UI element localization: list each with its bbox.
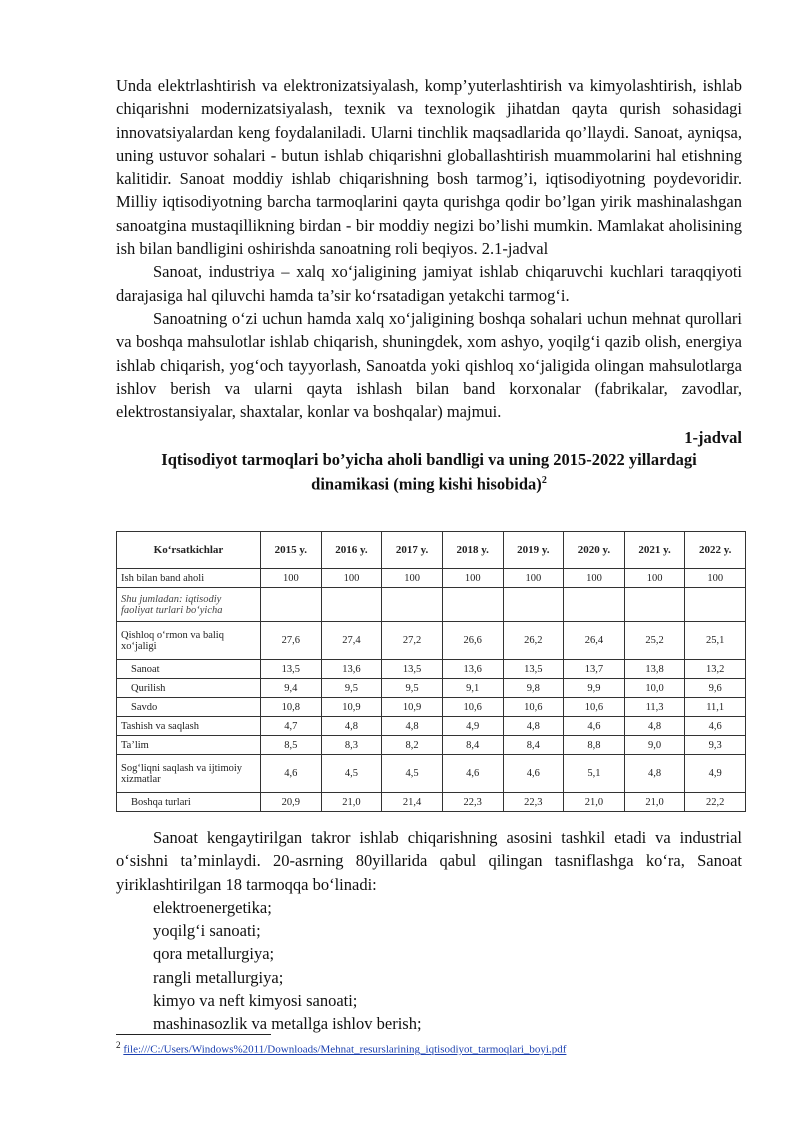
table-row [117, 755, 746, 793]
list-item: rangli metallurgiya; [153, 967, 284, 987]
cell-value [564, 588, 625, 622]
table-number: 1-jadval [684, 428, 742, 448]
cell-value: 20,9 [261, 793, 322, 812]
cell-value: 9,4 [261, 679, 322, 698]
cell-value: 21,0 [624, 793, 685, 812]
cell-value: 27,2 [382, 622, 443, 660]
cell-value: 25,1 [685, 622, 746, 660]
cell-value: 13,7 [564, 660, 625, 679]
header-2018: 2018 y. [442, 532, 503, 569]
table-row [117, 793, 746, 812]
cell-value: 10,6 [503, 698, 564, 717]
header-indicators: Ko‘rsatkichlar [117, 532, 261, 569]
header-2022: 2022 y. [685, 532, 746, 569]
cell-value: 22,3 [442, 793, 503, 812]
cell-value: 9,9 [564, 679, 625, 698]
cell-value: 22,2 [685, 793, 746, 812]
table-row [117, 736, 746, 755]
cell-value: 100 [624, 569, 685, 588]
cell-value: 11,1 [685, 698, 746, 717]
cell-value: 4,8 [503, 717, 564, 736]
cell-value: 10,6 [564, 698, 625, 717]
cell-value: 22,3 [503, 793, 564, 812]
cell-value: 10,6 [442, 698, 503, 717]
cell-value: 5,1 [564, 755, 625, 793]
cell-value: 4,8 [321, 717, 382, 736]
cell-value: 10,0 [624, 679, 685, 698]
cell-value: 8,4 [503, 736, 564, 755]
paragraph-4: Sanoat kengaytirilgan takror ishlab chiqarishning asosini tashkil etadi va industrial o‘sishni ta’minlaydi. 20-asrning 80yillarida qabul qilingan tasniflashga ko‘ra, Sanoat yiriklashtirilgan 18 tarmoqqa bo‘linadi: [116, 828, 742, 894]
cell-value: 21,0 [564, 793, 625, 812]
cell-value: 4,9 [442, 717, 503, 736]
cell-value: 4,8 [624, 717, 685, 736]
cell-value [685, 588, 746, 622]
header-2021: 2021 y. [624, 532, 685, 569]
paragraph-3: Sanoatning o‘zi uchun hamda xalq xo‘jaligining boshqa sohalari uchun mehnat qurollari va boshqa mahsulotlar ishlab chiqarish, shuningdek, xom ashyo, yoqilg‘i qazib olish, energiya ishlab chiqarish, yog‘och tayyorlash, Sanoatda yoki qishloq xo‘jaligida olingan mahsulotlarga ishlov berish va ularni qayta ishlash bilan band korxonalar (fabrikalar, zavodlar, elektrostansiyalar, shaxtalar, konlar va boshqalar) majmui. [116, 308, 742, 422]
row-label: Ta’lim [117, 736, 261, 755]
cell-value: 26,6 [442, 622, 503, 660]
header-2016: 2016 y. [321, 532, 382, 569]
table-row [117, 717, 746, 736]
row-label: Qishloq o‘rmon va baliq xo‘jaligi [117, 622, 261, 660]
cell-value: 4,6 [685, 717, 746, 736]
cell-value: 8,5 [261, 736, 322, 755]
cell-value: 26,2 [503, 622, 564, 660]
table-row [117, 698, 746, 717]
cell-value: 100 [321, 569, 382, 588]
list-item: yoqilg‘i sanoati; [153, 921, 261, 941]
footnote-mark: 2 [116, 1040, 121, 1050]
row-label: Sanoat [117, 660, 261, 679]
cell-value: 8,2 [382, 736, 443, 755]
cell-value: 21,4 [382, 793, 443, 812]
table-row [117, 588, 746, 622]
table-row [117, 569, 746, 588]
cell-value: 4,7 [261, 717, 322, 736]
cell-value: 21,0 [321, 793, 382, 812]
cell-value: 13,5 [382, 660, 443, 679]
list-item: kimyo va neft kimyosi sanoati; [153, 991, 358, 1011]
cell-value: 13,8 [624, 660, 685, 679]
list-item: elektroenergetika; [153, 897, 272, 917]
cell-value [442, 588, 503, 622]
cell-value: 100 [261, 569, 322, 588]
cell-value: 13,5 [261, 660, 322, 679]
footnote-link[interactable]: file:///C:/Users/Windows%2011/Downloads/Mehnat_resurslarining_iqtisodiyot_tarmoqlari_boyi.pdf [123, 1043, 567, 1056]
cell-value: 100 [442, 569, 503, 588]
table-title-text: Iqtisodiyot tarmoqlari bo’yicha aholi bandligi va uning 2015-2022 yillardagi dinamikasi (ming kishi hisobida) [161, 450, 697, 494]
row-label: Ish bilan band aholi [117, 569, 261, 588]
table-title [116, 449, 742, 495]
cell-value: 4,6 [564, 717, 625, 736]
footnote-divider [116, 1034, 271, 1035]
cell-value: 4,8 [382, 717, 443, 736]
cell-value [321, 588, 382, 622]
cell-value: 100 [685, 569, 746, 588]
footnote [116, 1040, 566, 1056]
cell-value: 13,6 [321, 660, 382, 679]
cell-value: 27,6 [261, 622, 322, 660]
table-row [117, 660, 746, 679]
cell-value: 27,4 [321, 622, 382, 660]
after-table-text [116, 826, 742, 1036]
cell-value: 4,8 [624, 755, 685, 793]
list-item: qora metallurgiya; [153, 944, 275, 964]
table-row [117, 622, 746, 660]
header-2017: 2017 y. [382, 532, 443, 569]
cell-value: 10,9 [382, 698, 443, 717]
cell-value: 13,2 [685, 660, 746, 679]
cell-value: 9,1 [442, 679, 503, 698]
header-2019: 2019 y. [503, 532, 564, 569]
row-label: Shu jumladan: iqtisodiy faoliyat turlari bo‘yicha [117, 588, 261, 622]
cell-value: 9,0 [624, 736, 685, 755]
cell-value: 10,8 [261, 698, 322, 717]
table-row [117, 679, 746, 698]
paragraph-1: Unda elektrlashtirish va elektronizatsiyalash, komp’yuterlashtirish va kimyolashtirish, ishlab chiqarishni modernizatsiyalash, texnik va texnologik jihatdan qayta qurish sohasidagi innovatsiyalardan keng foydalaniladi. Ularni tinchlik maqsadlarida qo’llaydi. Sanoat, ayniqsa, uning ustuvor sohalari - butun ishlab chiqarishni globallashtirish muammolarini hal etishning kalitidir. Sanoat moddiy ishlab chiqarishning bosh tarmog’i, iqtisodiyotning poydevoridir. Milliy iqtisodiyotning barcha tarmoqlarini qayta qurishga qodir bo’lgan yirik mashinalashgan sanoatgina mustaqillikning birdan - bir moddiy negizi bo’lishi mumkin. Mamlakat aholisining ish bilan bandligini oshirishda sanoatning roli beqiyos. 2.1-jadval [116, 76, 742, 259]
cell-value: 13,6 [442, 660, 503, 679]
cell-value: 25,2 [624, 622, 685, 660]
cell-value [624, 588, 685, 622]
industry-list [116, 896, 742, 1036]
row-label: Boshqa turlari [117, 793, 261, 812]
cell-value: 4,5 [382, 755, 443, 793]
cell-value: 9,3 [685, 736, 746, 755]
row-label: Sog‘liqni saqlash va ijtimoiy xizmatlar [117, 755, 261, 793]
cell-value: 9,5 [321, 679, 382, 698]
cell-value: 4,6 [503, 755, 564, 793]
cell-value: 26,4 [564, 622, 625, 660]
table-header-row [117, 532, 746, 569]
cell-value [382, 588, 443, 622]
row-label: Savdo [117, 698, 261, 717]
cell-value: 4,6 [261, 755, 322, 793]
row-label: Tashish va saqlash [117, 717, 261, 736]
cell-value: 4,6 [442, 755, 503, 793]
cell-value: 8,8 [564, 736, 625, 755]
list-item: mashinasozlik va metallga ishlov berish; [153, 1014, 422, 1034]
employment-table [116, 531, 746, 812]
cell-value: 4,5 [321, 755, 382, 793]
cell-value: 8,4 [442, 736, 503, 755]
cell-value [261, 588, 322, 622]
paragraph-2: Sanoat, industriya – xalq xo‘jaligining jamiyat ishlab chiqaruvchi kuchlari taraqqiyoti darajasiga hal qiluvchi hamda ta’sir ko‘rsatadigan yetakchi tarmog‘i. [116, 262, 742, 305]
table-body [117, 569, 746, 812]
row-label: Qurilish [117, 679, 261, 698]
cell-value: 4,9 [685, 755, 746, 793]
cell-value: 100 [503, 569, 564, 588]
header-2015: 2015 y. [261, 532, 322, 569]
cell-value [503, 588, 564, 622]
cell-value: 9,6 [685, 679, 746, 698]
cell-value: 8,3 [321, 736, 382, 755]
cell-value: 9,8 [503, 679, 564, 698]
cell-value: 13,5 [503, 660, 564, 679]
header-2020: 2020 y. [564, 532, 625, 569]
cell-value: 100 [382, 569, 443, 588]
cell-value: 10,9 [321, 698, 382, 717]
cell-value: 100 [564, 569, 625, 588]
cell-value: 11,3 [624, 698, 685, 717]
cell-value: 9,5 [382, 679, 443, 698]
table-footnote-mark: 2 [541, 475, 547, 487]
body-text [116, 74, 742, 495]
